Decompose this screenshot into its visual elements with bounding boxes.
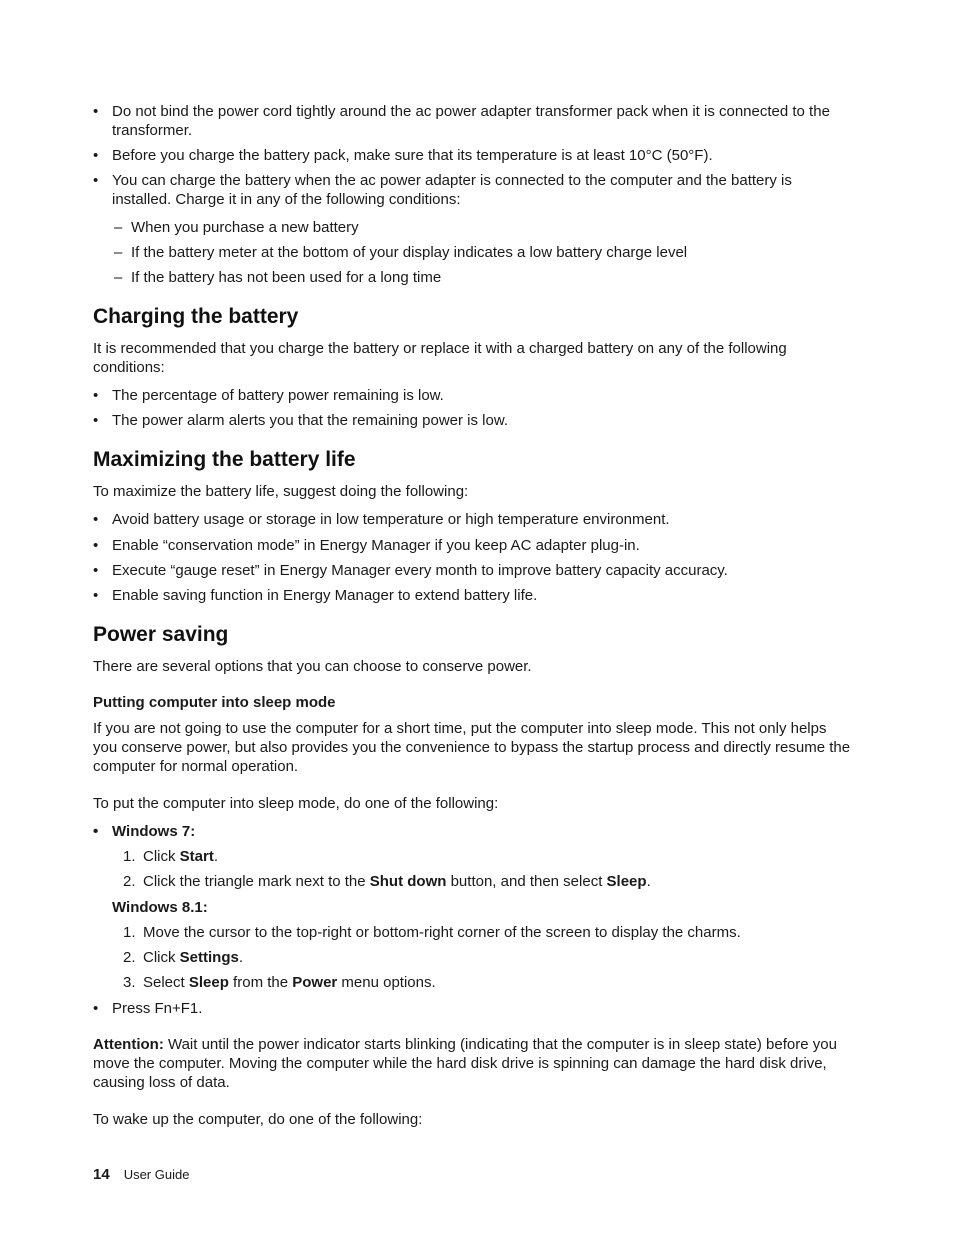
list-item: • Enable “conservation mode” in Energy Manager if you keep AC adapter plug-in. xyxy=(93,536,853,555)
step-text: button, and then select xyxy=(446,873,607,890)
step-number: 1. xyxy=(123,848,136,865)
step-emphasis: Start xyxy=(179,848,214,865)
step-text: . xyxy=(238,949,244,966)
step-item xyxy=(93,973,853,992)
paragraph: To put the computer into sleep mode, do one of the following: xyxy=(93,795,499,812)
section-heading-maximizing: Maximizing the battery life xyxy=(93,448,356,471)
step-emphasis: Power xyxy=(292,974,338,991)
step-emphasis: Shut down xyxy=(369,873,447,890)
list-item: • Do not bind the power cord tightly around the ac power adapter transformer pack when it is connected to the transformer. xyxy=(93,102,853,140)
page-footer xyxy=(93,1165,189,1184)
paragraph: It is recommended that you charge the battery or replace it with a charged battery on any of the following conditions: xyxy=(93,340,787,376)
footer-label: User Guide xyxy=(123,1167,190,1182)
page-number: 14 xyxy=(93,1166,110,1183)
step-number: 2. xyxy=(123,873,136,890)
step-number: 2. xyxy=(123,949,136,966)
list-item: • Press Fn+F1. xyxy=(93,999,853,1018)
list-item: • Enable saving function in Energy Manager to extend battery life. xyxy=(93,586,853,605)
step-text: Click xyxy=(143,848,180,865)
list-item: • The percentage of battery power remaining is low. xyxy=(93,386,853,405)
step-text: from the xyxy=(228,974,293,991)
list-item: – If the battery meter at the bottom of your display indicates a low battery charge level xyxy=(93,243,853,262)
step-text: . xyxy=(646,873,651,890)
step-text: Move the cursor to the top-right or bottom-right corner of the screen to display the charms. xyxy=(143,924,741,941)
step-emphasis: Sleep xyxy=(188,974,229,991)
step-text: Select xyxy=(143,974,189,991)
step-text: menu options. xyxy=(337,974,436,991)
paragraph: To maximize the battery life, suggest doing the following: xyxy=(93,483,469,500)
list-item-windows81: Windows 8.1: xyxy=(112,899,208,916)
list-item: • Execute “gauge reset” in Energy Manager every month to improve battery capacity accuracy. xyxy=(93,561,853,580)
list-item: • Before you charge the battery pack, make sure that its temperature is at least 10°C (50°F). xyxy=(93,146,853,165)
paragraph: To wake up the computer, do one of the following: xyxy=(93,1111,423,1128)
attention-text: Wait until the power indicator starts blinking (indicating that the computer is in sleep state) before you move the computer. Moving the computer while the hard disk drive is spinning can damage the hard disk drive, causing loss of data. xyxy=(93,1036,837,1091)
step-number: 3. xyxy=(123,974,136,991)
attention-label: Attention: xyxy=(93,1036,164,1053)
list-item: • You can charge the battery when the ac power adapter is connected to the computer and the battery is installed. Charge it in any of the following conditions: xyxy=(93,171,853,209)
step-item xyxy=(93,847,853,866)
step-number: 1. xyxy=(123,924,136,941)
attention-note xyxy=(93,1035,853,1092)
step-text: . xyxy=(213,848,219,865)
list-item: • Avoid battery usage or storage in low temperature or high temperature environment. xyxy=(93,510,853,529)
list-item: – If the battery has not been used for a long time xyxy=(93,268,853,287)
step-emphasis: Sleep xyxy=(606,873,647,890)
step-item xyxy=(93,948,853,967)
step-emphasis: Settings xyxy=(179,949,239,966)
step-item xyxy=(93,923,853,942)
paragraph: If you are not going to use the computer for a short time, put the computer into sleep mode. This not only helps you conserve power, but also provides you the convenience to bypass the startup process and directly resume the computer for normal operation. xyxy=(93,720,851,775)
step-text: Click the triangle mark next to the xyxy=(143,873,370,890)
subsection-heading-sleep: Putting computer into sleep mode xyxy=(93,694,336,711)
step-text: Click xyxy=(143,949,180,966)
list-item: – When you purchase a new battery xyxy=(93,218,853,237)
list-item: • The power alarm alerts you that the remaining power is low. xyxy=(93,411,853,430)
paragraph: There are several options that you can choose to conserve power. xyxy=(93,658,532,675)
section-heading-charging: Charging the battery xyxy=(93,305,299,328)
step-item xyxy=(93,872,853,891)
list-item-windows7: • Windows 7: xyxy=(93,822,853,841)
page-content xyxy=(93,102,853,1129)
section-heading-power-saving: Power saving xyxy=(93,623,229,646)
